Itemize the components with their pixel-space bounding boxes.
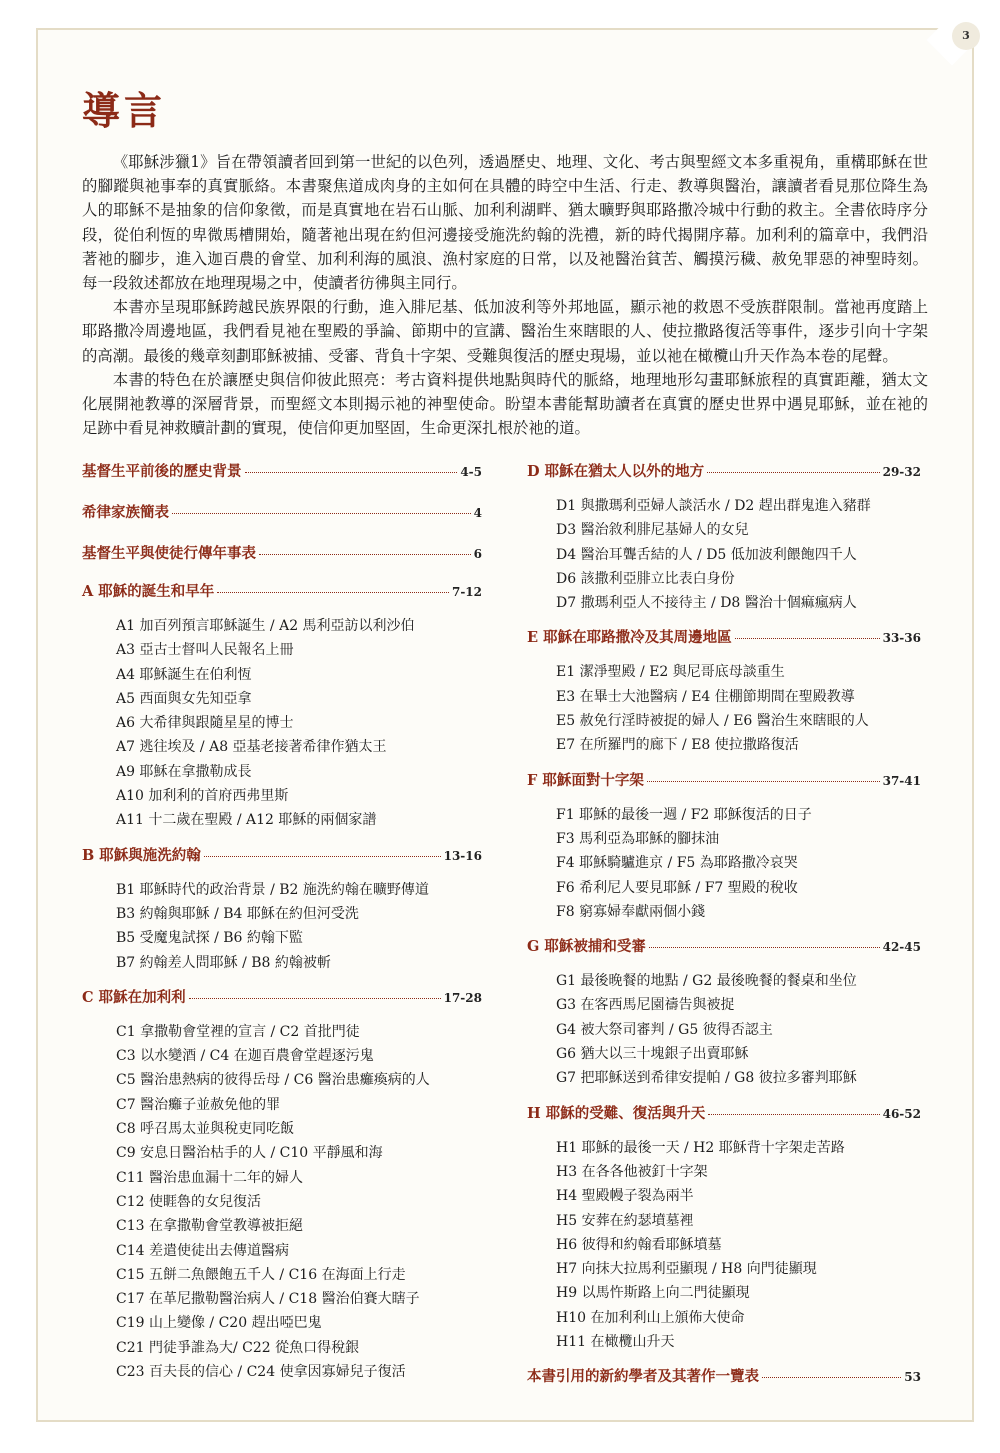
intro-paragraph: 本書的特色在於讓歷史與信仰彼此照亮：考古資料提供地點與時代的脈絡，地理地形勾畫耶穌旅程的真實距離，猶太文化展開祂教導的深層背景，而聖經文本則揭示祂的神聖使命。盼望本書能幫助讀者在真實的歷史世界中遇見耶穌，並在祂的足跡中看見神救贖計劃的實現，使信仰更加堅固，生命更深扎根於祂的道。 bbox=[82, 370, 928, 438]
toc-leader-dots bbox=[189, 998, 441, 999]
toc-entry[interactable] bbox=[527, 1102, 921, 1123]
toc-subitem[interactable]: A3 亞古士督叫人民報名上冊 bbox=[116, 642, 294, 659]
toc-entry[interactable] bbox=[82, 844, 482, 865]
toc-page-number: 33-36 bbox=[882, 631, 921, 646]
toc-subitem[interactable]: C13 在拿撒勒會堂教導被拒絕 bbox=[116, 1218, 303, 1235]
toc-entry-label: B 耶穌與施洗約翰 bbox=[82, 846, 201, 864]
toc-subitem[interactable]: A6 大希律與跟隨星星的博士 bbox=[116, 715, 294, 732]
toc-page-number: 13-16 bbox=[443, 848, 482, 863]
toc-entry-label: C 耶穌在加利利 bbox=[82, 988, 186, 1006]
toc-subitem[interactable]: C1 拿撒勒會堂裡的宣言 / C2 首批門徒 bbox=[116, 1023, 360, 1040]
intro-paragraph: 《耶穌涉獵1》旨在帶領讀者回到第一世紀的以色列，透過歷史、地理、文化、考古與聖經文本多重視角，重構耶穌在世的腳蹤與祂事奉的真實脈絡。本書聚焦道成肉身的主如何在具體的時空中生活、行走、教導與醫治，讓讀者看見那位降生為人的耶穌不是抽象的信仰象徵，而是真實地在岩石山脈、加利利湖畔、猶太曠野與耶路撒冷城中行動的救主。全書依時序分段，從伯利恆的卑微馬槽開始，隨著祂出現在約但河邊接受施洗約翰的洗禮，新的時代揭開序幕。加利利的篇章中，我們沿著祂的腳步，進入迦百農的會堂、加利利海的風浪、漁村家庭的日常，以及祂醫治貧苦、觸摸污穢、赦免罪惡的神聖時刻。每一段敘述都放在地理現場之中，使讀者彷彿與主同行。 bbox=[82, 153, 928, 293]
toc-subitem[interactable]: A11 十二歲在聖殿 / A12 耶穌的兩個家譜 bbox=[116, 812, 377, 829]
toc-entry[interactable] bbox=[527, 1365, 921, 1386]
toc-entry[interactable] bbox=[82, 986, 482, 1007]
toc-sublist bbox=[527, 1136, 921, 1355]
toc-subitem[interactable]: D1 與撒瑪利亞婦人談活水 / D2 趕出群鬼進入豬群 bbox=[556, 498, 871, 514]
toc-subitem[interactable]: H11 在橄欖山升天 bbox=[556, 1334, 675, 1351]
toc-subitem[interactable]: C15 五餅二魚餵飽五千人 / C16 在海面上行走 bbox=[116, 1266, 406, 1283]
toc-subitem[interactable]: C3 以水變酒 / C4 在迦百農會堂趕逐污鬼 bbox=[116, 1048, 374, 1065]
toc-entry[interactable] bbox=[527, 935, 921, 956]
toc-subitem[interactable]: F3 馬利亞為耶穌的腳抹油 bbox=[556, 830, 720, 847]
toc-entry-label: D 耶穌在猶太人以外的地方 bbox=[527, 463, 705, 480]
toc-subitem[interactable]: H9 以馬忤斯路上向二門徒顯現 bbox=[556, 1285, 750, 1302]
toc-page-number: 4-5 bbox=[460, 465, 482, 479]
toc-leader-dots bbox=[708, 1114, 879, 1115]
toc-subitem[interactable]: A1 加百列預言耶穌誕生 / A2 馬利亞訪以利沙伯 bbox=[116, 618, 415, 634]
toc-subitem[interactable]: H3 在各各他被釘十字架 bbox=[556, 1163, 708, 1180]
toc-subitem[interactable]: C23 百夫長的信心 / C24 使拿因寡婦兒子復活 bbox=[116, 1364, 406, 1381]
toc-subitem[interactable]: B5 受魔鬼試探 / B6 約翰下監 bbox=[116, 930, 303, 947]
toc-page-number: 4 bbox=[473, 506, 482, 520]
toc-entry-label: 基督生平與使徒行傳年事表 bbox=[82, 545, 256, 562]
toc-sublist bbox=[82, 614, 482, 833]
toc-leader-dots bbox=[649, 947, 880, 948]
toc-entry-label: G 耶穌被捕和受審 bbox=[527, 938, 646, 956]
intro-paragraph: 本書亦呈現耶穌跨越民族界限的行動，進入腓尼基、低加波利等外邦地區，顯示祂的救恩不受族群限制。當祂再度踏上耶路撒冷周邊地區，我們看見祂在聖殿的爭論、節期中的宣講、醫治生來瞎眼的人、使拉撒路復活等事件，逐步引向十字架的高潮。最後的幾章刻劃耶穌被捕、受審、背負十字架、受難與復活的歷史現場，並以祂在橄欖山升天作為本卷的尾聲。 bbox=[82, 298, 928, 365]
toc-page-number: 17-28 bbox=[443, 990, 482, 1005]
toc-entry[interactable] bbox=[82, 580, 482, 601]
toc-page-number: 6 bbox=[473, 547, 482, 561]
toc-leader-dots bbox=[245, 472, 458, 473]
toc-subitem[interactable]: D7 撒瑪利亞人不接待主 / D8 醫治十個痲瘋病人 bbox=[556, 595, 857, 612]
toc-subitem[interactable]: F1 耶穌的最後一週 / F2 耶穌復活的日子 bbox=[556, 806, 812, 823]
toc-entry-label: F 耶穌面對十字架 bbox=[527, 771, 644, 789]
toc-entry-label: H 耶穌的受難、復活與升天 bbox=[527, 1104, 706, 1122]
toc-subitem[interactable]: G6 猶大以三十塊銀子出賣耶穌 bbox=[556, 1046, 749, 1063]
toc-subitem[interactable]: D3 醫治敘利腓尼基婦人的女兒 bbox=[556, 522, 749, 539]
toc-entry[interactable] bbox=[82, 542, 482, 563]
toc-subitem[interactable]: B1 耶穌時代的政治背景 / B2 施洗約翰在曠野傳道 bbox=[116, 881, 429, 898]
toc-page-number: 46-52 bbox=[882, 1106, 921, 1121]
toc-subitem[interactable]: G4 被大祭司審判 / G5 彼得否認主 bbox=[556, 1021, 773, 1038]
toc-subitem[interactable]: H4 聖殿幔子裂為兩半 bbox=[556, 1188, 694, 1205]
toc-subitem[interactable]: H5 安葬在約瑟墳墓裡 bbox=[556, 1212, 694, 1229]
toc-subitem[interactable]: A7 逃往埃及 / A8 亞基老接著希律作猶太王 bbox=[116, 739, 387, 756]
toc-sublist bbox=[527, 660, 921, 757]
toc-leader-dots bbox=[707, 472, 879, 473]
toc-subitem[interactable]: E3 在畢士大池醫病 / E4 住棚節期間在聖殿教導 bbox=[556, 688, 855, 705]
toc-subitem[interactable]: C5 醫治患熱病的彼得岳母 / C6 醫治患癱瘓病的人 bbox=[116, 1072, 430, 1089]
toc-subitem[interactable]: E5 赦免行淫時被捉的婦人 / E6 醫治生來瞎眼的人 bbox=[556, 713, 869, 730]
toc-entry[interactable] bbox=[82, 460, 482, 481]
toc-page-number: 42-45 bbox=[882, 940, 921, 955]
toc-subitem[interactable]: E1 潔淨聖殿 / E2 與尼哥底母談重生 bbox=[556, 664, 785, 681]
toc-entry-label: 本書引用的新約學者及其著作一覽表 bbox=[527, 1368, 759, 1386]
toc-entry-label: 希律家族簡表 bbox=[82, 504, 169, 521]
toc-leader-dots bbox=[762, 1377, 901, 1378]
toc-leader-dots bbox=[172, 513, 471, 514]
toc-subitem[interactable]: C19 山上變像 / C20 趕出啞巴鬼 bbox=[116, 1315, 322, 1332]
toc-subitem[interactable]: A4 耶穌誕生在伯利恆 bbox=[116, 666, 252, 683]
toc-subitem[interactable]: C11 醫治患血漏十二年的婦人 bbox=[116, 1169, 303, 1186]
toc-page-number: 29-32 bbox=[882, 465, 921, 479]
toc-subitem[interactable]: H10 在加利利山上頒佈大使命 bbox=[556, 1309, 745, 1326]
toc-leader-dots bbox=[217, 592, 449, 593]
toc-subitem[interactable]: F8 窮寡婦奉獻兩個小錢 bbox=[556, 903, 706, 920]
toc-subitem[interactable]: A5 西面與女先知亞拿 bbox=[116, 690, 252, 707]
toc-subitem[interactable]: F4 耶穌騎驢進京 / F5 為耶路撒冷哀哭 bbox=[556, 855, 798, 872]
toc-subitem[interactable]: C7 醫治癱子並赦免他的罪 bbox=[116, 1096, 281, 1113]
toc-left-column bbox=[82, 460, 482, 1384]
toc-entry[interactable] bbox=[527, 460, 921, 481]
toc-subitem[interactable]: D6 該撒利亞腓立比表白身份 bbox=[556, 570, 735, 587]
toc-entry-label: 基督生平前後的歷史背景 bbox=[82, 463, 242, 480]
toc-subitem[interactable]: C17 在革尼撒勒醫治病人 / C18 醫治伯賽大瞎子 bbox=[116, 1291, 420, 1308]
toc-subitem[interactable]: H6 彼得和約翰看耶穌墳墓 bbox=[556, 1236, 722, 1253]
toc-page-number: 53 bbox=[904, 1370, 921, 1385]
toc-subitem[interactable]: G1 最後晚餐的地點 / G2 最後晚餐的餐桌和坐位 bbox=[556, 973, 857, 990]
toc-subitem[interactable]: C14 差遣使徒出去傳道醫病 bbox=[116, 1242, 289, 1259]
toc-sublist bbox=[82, 878, 482, 975]
toc-page-number: 37-41 bbox=[882, 773, 921, 788]
page-number: 3 bbox=[952, 22, 980, 50]
toc-leader-dots bbox=[735, 638, 880, 639]
toc-leader-dots bbox=[647, 781, 880, 782]
toc-subitem[interactable]: B7 約翰差人問耶穌 / B8 約翰被斬 bbox=[116, 954, 331, 971]
toc-sublist bbox=[527, 803, 921, 924]
toc-subitem[interactable]: B3 約翰與耶穌 / B4 耶穌在約但河受洗 bbox=[116, 905, 359, 922]
toc-subitem[interactable]: C8 呼召馬太並與稅吏同吃飯 bbox=[116, 1121, 295, 1138]
toc-subitem[interactable]: C12 使睚魯的女兒復活 bbox=[116, 1193, 261, 1210]
toc-subitem[interactable]: A10 加利利的首府西弗里斯 bbox=[116, 788, 289, 805]
toc-subitem[interactable]: G3 在客西馬尼園禱告與被捉 bbox=[556, 997, 735, 1014]
toc-subitem[interactable]: D4 醫治耳聾舌結的人 / D5 低加波利餵飽四千人 bbox=[556, 546, 857, 563]
toc-entry[interactable] bbox=[527, 626, 921, 647]
toc-sublist bbox=[527, 494, 921, 615]
toc-subitem[interactable]: C21 門徒爭誰為大/ C22 從魚口得稅銀 bbox=[116, 1339, 360, 1356]
toc-subitem[interactable]: E7 在所羅門的廊下 / E8 使拉撒路復活 bbox=[556, 737, 799, 754]
toc-right-column bbox=[527, 460, 921, 1386]
intro-text bbox=[82, 150, 928, 440]
toc-subitem[interactable]: C9 安息日醫治枯手的人 / C10 平靜風和海 bbox=[116, 1145, 383, 1162]
toc-entry-label: A 耶穌的誕生和早年 bbox=[82, 583, 215, 600]
toc-sublist bbox=[82, 1020, 482, 1384]
toc-entry[interactable] bbox=[527, 769, 921, 790]
toc-subitem[interactable]: H7 向抹大拉馬利亞顯現 / H8 向門徒顯現 bbox=[556, 1261, 817, 1278]
toc-leader-dots bbox=[204, 856, 441, 857]
toc-subitem[interactable]: H1 耶穌的最後一天 / H2 耶穌背十字架走苦路 bbox=[556, 1139, 845, 1156]
page-title: 導言 bbox=[82, 88, 167, 133]
toc-subitem[interactable]: G7 把耶穌送到希律安提帕 / G8 彼拉多審判耶穌 bbox=[556, 1070, 857, 1087]
toc-entry[interactable] bbox=[82, 501, 482, 522]
toc-entry-label: E 耶穌在耶路撒冷及其周邊地區 bbox=[527, 629, 732, 647]
toc-subitem[interactable]: F6 希利尼人要見耶穌 / F7 聖殿的稅收 bbox=[556, 879, 798, 896]
toc-subitem[interactable]: A9 耶穌在拿撒勒成長 bbox=[116, 763, 252, 780]
toc-leader-dots bbox=[259, 554, 471, 555]
toc-page-number: 7-12 bbox=[451, 585, 482, 599]
toc-sublist bbox=[527, 969, 921, 1090]
